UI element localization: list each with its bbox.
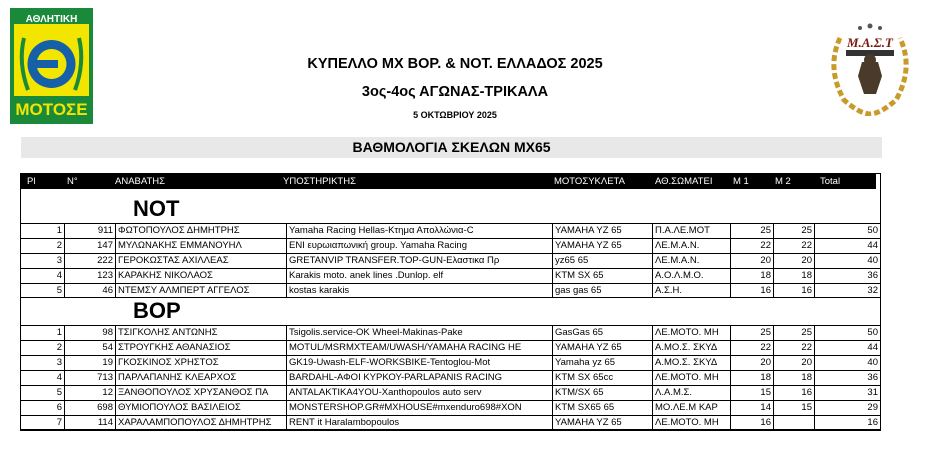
table-row xyxy=(21,340,880,355)
cell-m1: 16 xyxy=(760,285,771,296)
cell-sponsor: Tsigolis.service-OK Wheel-Makinas-Pake xyxy=(289,327,463,338)
cell-m2: 18 xyxy=(801,270,812,281)
cell-m1: 22 xyxy=(760,342,771,353)
cell-sponsor: MONSTERSHOP.GR#MXHOUSE#mxenduro698#XON xyxy=(289,402,522,413)
cell-rider: ΧΑΡΑΛΑΜΠΟΠΟΥΛΟΣ ΔΗΜΗΤΡΗΣ xyxy=(118,417,272,428)
page-title: ΚΥΠΕΛΛΟ ΜΧ ΒΟΡ. & ΝΟΤ. ΕΛΛΑΔΟΣ 2025 xyxy=(307,56,603,72)
results-table xyxy=(20,173,881,431)
cell-sponsor: kostas karakis xyxy=(289,285,350,296)
cell-m2: 15 xyxy=(801,402,812,413)
cell-no: 698 xyxy=(97,402,113,413)
cell-club: ΛΕ.Μ.Α.Ν. xyxy=(655,240,700,251)
col-m2: Μ 2 xyxy=(775,176,791,187)
cell-m2: 20 xyxy=(801,357,812,368)
cell-moto: gas gas 65 xyxy=(555,285,602,296)
table-row xyxy=(21,400,880,415)
cell-m2: 22 xyxy=(801,240,812,251)
cell-rider: ΓΚΟΣΚΙΝΟΣ ΧΡΗΣΤΟΣ xyxy=(118,357,219,368)
mast-logo-text: Μ.Α.Σ.Τ xyxy=(847,35,893,50)
event-date: 5 ΟΚΤΩΒΡΙΟΥ 2025 xyxy=(413,110,497,120)
cell-rider: ΣΤΡΟΥΓΚΗΣ ΑΘΑΝΑΣΙΟΣ xyxy=(118,342,231,353)
cell-pl: 4 xyxy=(56,372,62,383)
cell-sponsor: BARDAHL-ΑΦΟΙ ΚΥΡΚΟΥ-PARLAPANIS RACING xyxy=(289,372,502,383)
cell-m2: 25 xyxy=(801,327,812,338)
cell-moto: YAMAHA YZ 65 xyxy=(555,417,622,428)
cell-m2: 16 xyxy=(801,285,812,296)
col-club: ΑΘ.ΣΩΜΑΤΕΙ xyxy=(655,176,713,187)
cell-pl: 2 xyxy=(56,240,62,251)
cell-pl: 1 xyxy=(56,225,62,236)
cell-total: 29 xyxy=(867,402,878,413)
cell-rider: ΤΣΙΓΚΟΛΗΣ ΑΝΤΩΝΗΣ xyxy=(118,327,218,338)
table-header xyxy=(21,174,880,189)
cell-moto: KTM SX 65 xyxy=(555,270,604,281)
table-row xyxy=(21,238,880,253)
cell-club: Α.ΜΟ.Σ. ΣΚΥΔ xyxy=(655,342,718,353)
cell-total: 44 xyxy=(867,342,878,353)
cell-rider: ΓΕΡΟΚΩΣΤΑΣ ΑΧΙΛΛΕΑΣ xyxy=(118,255,229,266)
cell-total: 16 xyxy=(867,417,878,428)
cell-club: Α.Ο.Λ.Μ.Ο. xyxy=(655,270,704,281)
table-row xyxy=(21,325,880,340)
cell-club: ΛΕ.ΜΟΤΟ. ΜΗ xyxy=(655,417,719,428)
cell-rider: ΚΑΡΑΚΗΣ ΝΙΚΟΛΑΟΣ xyxy=(118,270,213,281)
cell-total: 44 xyxy=(867,240,878,251)
cell-rider: ΘΥΜΙΟΠΟΥΛΟΣ ΒΑΣΙΛΕΙΟΣ xyxy=(118,402,241,413)
cell-sponsor: ENI ευρωιαπωνική group. Yamaha Racing xyxy=(289,240,467,251)
cell-total: 40 xyxy=(867,255,878,266)
cell-sponsor: MOTUL/MSRMXTEAM/UWASH/YAMAHA RACING HE xyxy=(289,342,522,353)
cell-m1: 22 xyxy=(760,240,771,251)
cell-m2: 25 xyxy=(801,225,812,236)
cell-rider: ΦΩΤΟΠΟΥΛΟΣ ΔΗΜΗΤΡΗΣ xyxy=(118,225,240,236)
cell-no: 911 xyxy=(97,225,113,236)
cell-sponsor: Karakis moto. anek lines .Dunlop. elf xyxy=(289,270,444,281)
cell-total: 31 xyxy=(867,387,878,398)
cell-moto: Yamaha yz 65 xyxy=(555,357,616,368)
cell-sponsor: Yamaha Racing Hellas-Κτημα Απολλώνια-C xyxy=(289,225,474,236)
cell-club: Λ.Α.Μ.Σ. xyxy=(655,387,693,398)
cell-m1: 15 xyxy=(760,387,771,398)
cell-m1: 16 xyxy=(760,417,771,428)
section-title-vor: ΒΟΡ xyxy=(133,298,181,323)
cell-sponsor: ANTALAKTIKA4YOU-Xanthopoulos auto serv xyxy=(289,387,482,398)
col-sponsor: ΥΠΟΣΤΗΡΙΚΤΗΣ xyxy=(283,176,356,187)
cell-club: ΛΕ.Μ.Α.Ν. xyxy=(655,255,700,266)
cell-no: 12 xyxy=(102,387,113,398)
page-subtitle: 3ος-4ος ΑΓΩΝΑΣ-ΤΡΙΚΑΛΑ xyxy=(361,84,549,100)
table-row xyxy=(21,370,880,385)
cell-moto: KTM SX 65cc xyxy=(555,372,614,383)
cell-total: 36 xyxy=(867,270,878,281)
cell-m2 xyxy=(773,416,814,430)
cell-club: Α.ΜΟ.Σ. ΣΚΥΔ xyxy=(655,357,718,368)
cell-no: 713 xyxy=(97,372,113,383)
cell-no: 19 xyxy=(102,357,113,368)
cell-pl: 4 xyxy=(56,270,62,281)
cell-club: Α.Σ.Η. xyxy=(655,285,682,296)
col-pl: Pl xyxy=(27,176,36,187)
cell-no: 46 xyxy=(102,285,113,296)
cell-club: Π.Α.ΛΕ.ΜΟΤ xyxy=(655,225,710,236)
cell-pl: 3 xyxy=(56,357,62,368)
cell-m1: 25 xyxy=(760,225,771,236)
cell-m1: 14 xyxy=(760,402,771,413)
cell-m1: 18 xyxy=(760,372,771,383)
table-row xyxy=(21,385,880,400)
cell-pl: 5 xyxy=(56,285,62,296)
cell-m2: 22 xyxy=(801,342,812,353)
col-rider: ΑΝΑΒΑΤΗΣ xyxy=(115,176,166,187)
cell-no: 222 xyxy=(97,255,113,266)
col-total: Total xyxy=(820,176,841,187)
results-banner: ΒΑΘΜΟΛΟΓΙΑ ΣΚΕΛΩΝ ΜΧ65 xyxy=(21,137,882,158)
mast-logo xyxy=(822,18,918,116)
cell-moto: YAMAHA YZ 65 xyxy=(555,342,622,353)
col-moto: ΜΟΤΟΣΥΚΛΕΤΑ xyxy=(554,176,625,187)
cell-no: 54 xyxy=(102,342,113,353)
athletiki-moto-logo xyxy=(10,8,93,124)
cell-rider: ΞΑΝΘΟΠΟΥΛΟΣ ΧΡΥΣΑΝΘΟΣ ΠΑ xyxy=(118,387,269,398)
logo-text-bottom: ΜΟΤΟΣΕ xyxy=(15,100,88,119)
cell-rider: ΠΑΡΛΑΠΑΝΗΣ ΚΛΕΑΡΧΟΣ xyxy=(118,372,237,383)
cell-pl: 7 xyxy=(56,417,62,428)
cell-moto: YAMAHA YZ 65 xyxy=(555,225,622,236)
table-row xyxy=(21,355,880,370)
cell-moto: YAMAHA YZ 65 xyxy=(555,240,622,251)
cell-pl: 1 xyxy=(56,327,62,338)
table-row xyxy=(21,283,880,298)
cell-m2: 18 xyxy=(801,372,812,383)
table-row xyxy=(21,223,880,238)
cell-m2: 20 xyxy=(801,255,812,266)
cell-total: 32 xyxy=(867,285,878,296)
cell-sponsor: GK19-Uwash-ELF-WORKSBIKE-Tentoglou-Mot xyxy=(289,357,491,368)
cell-sponsor: RENT it Haralambopoulos xyxy=(289,417,400,428)
cell-sponsor: GRETANVIP TRANSFER.TOP-GUN-Ελαστικα Πρ xyxy=(289,255,500,266)
table-row xyxy=(21,268,880,283)
cell-no: 147 xyxy=(97,240,113,251)
cell-club: ΛΕ.ΜΟΤΟ. ΜΗ xyxy=(655,327,719,338)
table-row xyxy=(21,253,880,268)
cell-m1: 20 xyxy=(760,357,771,368)
cell-total: 40 xyxy=(867,357,878,368)
cell-total: 50 xyxy=(867,327,878,338)
cell-total: 36 xyxy=(867,372,878,383)
cell-pl: 5 xyxy=(56,387,62,398)
cell-no: 98 xyxy=(102,327,113,338)
table-row xyxy=(21,415,880,430)
cell-no: 114 xyxy=(97,417,113,428)
cell-pl: 6 xyxy=(56,402,62,413)
cell-moto: KTM SX65 65 xyxy=(555,402,615,413)
cell-rider: ΜΥΛΩΝΑΚΗΣ ΕΜΜΑΝΟΥΗΛ xyxy=(118,240,242,251)
cell-moto: yz65 65 xyxy=(555,255,589,266)
cell-moto: KTM/SX 65 xyxy=(555,387,604,398)
section-title-not: ΝΟΤ xyxy=(133,196,180,221)
cell-club: ΜΟ.ΛΕ.Μ ΚΑΡ xyxy=(655,402,718,413)
cell-rider: ΝΤΕΜΣΥ ΑΛΜΠΕΡΤ ΑΓΓΕΛΟΣ xyxy=(118,285,250,296)
cell-moto: GasGas 65 xyxy=(555,327,604,338)
col-m1: Μ 1 xyxy=(733,176,749,187)
logo-text-top: ΑΘΛΗΤΙΚΗ xyxy=(25,14,78,25)
cell-club: ΛΕ.ΜΟΤΟ. ΜΗ xyxy=(655,372,719,383)
cell-m1: 18 xyxy=(760,270,771,281)
cell-m2: 16 xyxy=(801,387,812,398)
cell-total: 50 xyxy=(867,225,878,236)
cell-pl: 3 xyxy=(56,255,62,266)
cell-m1: 25 xyxy=(760,327,771,338)
cell-m1: 20 xyxy=(760,255,771,266)
col-no: N° xyxy=(67,176,78,187)
cell-no: 123 xyxy=(97,270,113,281)
cell-pl: 2 xyxy=(56,342,62,353)
